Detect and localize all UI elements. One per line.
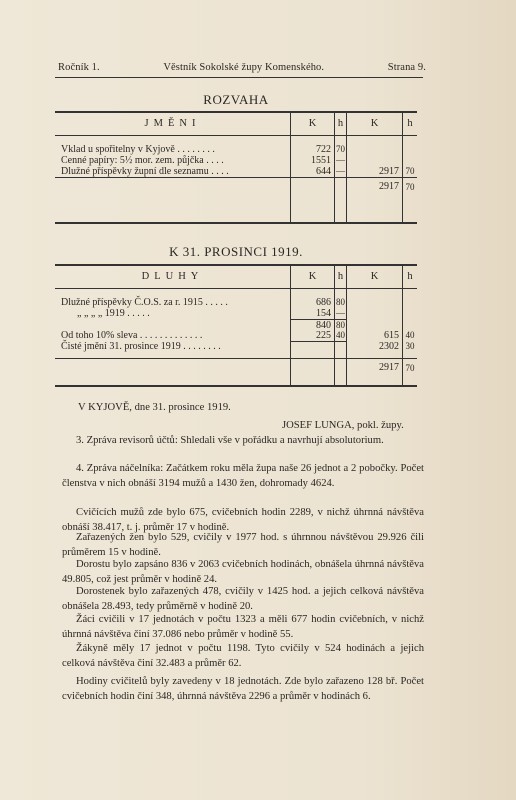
row-k1: 225 — [291, 330, 335, 341]
col-h1: h — [335, 113, 347, 135]
row-label: Cenné papíry: 5½ mor. zem. půjčka . . . . — [55, 155, 291, 166]
row-k2 — [347, 297, 403, 308]
row-h1: — — [336, 308, 345, 318]
row-k2: 615 — [347, 330, 403, 341]
row-h2 — [403, 155, 417, 166]
total-h2: 70 — [405, 182, 415, 192]
header-rule — [55, 77, 423, 78]
table-row — [55, 308, 417, 319]
table-row — [55, 330, 417, 341]
row-k1: 722 — [291, 144, 335, 155]
paragraph — [62, 612, 424, 642]
table-spacer — [55, 289, 417, 297]
col-k2: K — [347, 113, 403, 135]
row-k1: 840 — [291, 319, 335, 331]
row-label: Od toho 10% sleva . . . . . . . . . . . . . — [55, 330, 291, 341]
paragraph — [62, 641, 424, 671]
col-assets: JMĚNI — [55, 113, 291, 135]
col-h1: h — [335, 266, 347, 288]
paragraph-text: Hodiny cvičitelů byly zavedeny v 18 jednotách. Zde bylo zařazeno 128 bř. Počet cvičebních hodin činí 348, úhrnná návštěva 2296 a průměr v hodinách 6. — [62, 676, 424, 702]
paragraph — [62, 557, 424, 587]
row-h2 — [403, 144, 417, 155]
row-k2: 2302 — [347, 341, 403, 352]
row-k2 — [347, 155, 403, 166]
row-h2: 40 — [405, 330, 415, 340]
paragraph-text: Dorostu bylo zapsáno 836 v 2063 cvičebních hodinách, obnášela úhrnná návštěva 49.805, což jest průměr v hodině 24. — [62, 559, 424, 585]
table-row — [55, 155, 417, 166]
col-k2: K — [347, 266, 403, 288]
paragraph-text: Dorostenek bylo zařazených 478, cvičily v 1425 hod. a jejich celková návštěva obnášela 28.493, tedy průměrně v hodině 20. — [62, 586, 424, 612]
debts-table — [55, 264, 417, 387]
row-k2: 2917 — [347, 166, 403, 177]
table-spacer — [55, 136, 417, 144]
total-k2: 2917 — [347, 178, 403, 196]
row-label: Čisté jmění 31. prosince 1919 . . . . . . . . — [55, 341, 291, 352]
balance-title: ROZVAHA — [203, 92, 269, 107]
col-h2: h — [407, 118, 413, 129]
balance-table — [55, 111, 417, 224]
row-h1: — — [336, 155, 345, 165]
row-h2 — [403, 297, 417, 308]
table-row — [55, 297, 417, 308]
paragraph-text: 3. Zpráva revisorů účtů: Shledali vše v pořádku a navrhují absolutorium. — [76, 435, 384, 446]
row-label: Dlužné příspěvky župní dle seznamu . . . . — [55, 166, 291, 177]
paragraph-text: Žáci cvičili v 17 jednotách v počtu 1323 a měli 677 hodin cvičebních, v nichž úhrnná návštěva činí 37.086 nebo průměr v hodině 55. — [62, 614, 424, 640]
table-row — [55, 166, 417, 177]
col-h2: h — [407, 271, 413, 282]
row-k1: 1551 — [291, 155, 335, 166]
row-k1: 686 — [291, 297, 335, 308]
total-k2: 2917 — [347, 359, 403, 377]
page-number: Strana 9. — [387, 62, 426, 73]
row-label: Dlužné příspěvky Č.O.S. za r. 1915 . . . . . — [55, 297, 291, 308]
col-k1: K — [291, 113, 335, 135]
table-row — [55, 144, 417, 155]
signature: JOSEF LUNGA, pokl. župy. — [282, 420, 404, 431]
table-row — [55, 341, 417, 352]
paragraph-text: Žákyně měly 17 jednot v počtu 1198. Tyto cvičily v 524 hodinách a jejich celková návštěva činí 32.483 a průměr 62. — [62, 643, 424, 669]
place-date: V KYJOVĚ, dne 31. prosince 1919. — [78, 402, 231, 413]
paragraph — [62, 584, 424, 614]
journal-title: Věstník Sokolské župy Komenského. — [163, 62, 325, 73]
row-k1: 644 — [291, 166, 335, 177]
table-row — [55, 319, 417, 330]
paragraph — [62, 530, 424, 560]
col-debts: DLUHY — [55, 266, 291, 288]
table-spacer — [55, 377, 417, 385]
table-spacer — [55, 196, 417, 222]
balance-header-row — [55, 113, 417, 136]
paragraph-text: Cvičících mužů zde bylo 675, cvičebních hodin 2289, v nichž úhrnná návštěva obnáší 38.417, t. j. průměr 17 v hodině. — [62, 507, 424, 533]
total-h2: 70 — [405, 363, 415, 373]
row-h2: 70 — [405, 166, 415, 176]
row-h1: 80 — [336, 320, 345, 330]
row-k1 — [291, 341, 335, 352]
running-header — [58, 62, 426, 73]
row-h1: 80 — [336, 297, 345, 307]
row-label: Vklad u spořitelny v Kyjově . . . . . . . . — [55, 144, 291, 155]
debts-total-row — [55, 358, 417, 377]
row-h1: 70 — [336, 144, 345, 154]
col-k1: K — [291, 266, 335, 288]
balance-total-row — [55, 177, 417, 196]
paragraph — [62, 461, 424, 491]
row-h1: — — [336, 166, 345, 176]
row-h1 — [335, 341, 347, 352]
paragraph-text: 4. Zpráva náčelníka: Začátkem roku měla župa naše 26 jednot a 2 pobočky. Počet členstva v nich obnáší 3194 mužů a 1430 žen, dohromady 4624. — [62, 463, 424, 489]
paragraph-text: Zařazených žen bylo 529, cvičily v 1977 hod. s úhrnnou návštěvou 29.926 čili průměrem 15 v hodině. — [62, 532, 424, 558]
debts-header-row — [55, 266, 417, 289]
debts-title: K 31. PROSINCI 1919. — [169, 244, 303, 259]
row-h2 — [403, 308, 417, 319]
row-label: „ „ „ „ 1919 . . . . . — [55, 308, 291, 319]
row-k2 — [347, 144, 403, 155]
paragraph — [62, 674, 424, 704]
table-spacer — [55, 352, 417, 358]
row-k2 — [347, 308, 403, 319]
volume-label: Ročník 1. — [58, 62, 100, 73]
paragraph — [62, 433, 424, 448]
row-h1: 40 — [336, 330, 345, 340]
row-h2: 30 — [405, 341, 415, 351]
row-k1: 154 — [291, 308, 335, 319]
